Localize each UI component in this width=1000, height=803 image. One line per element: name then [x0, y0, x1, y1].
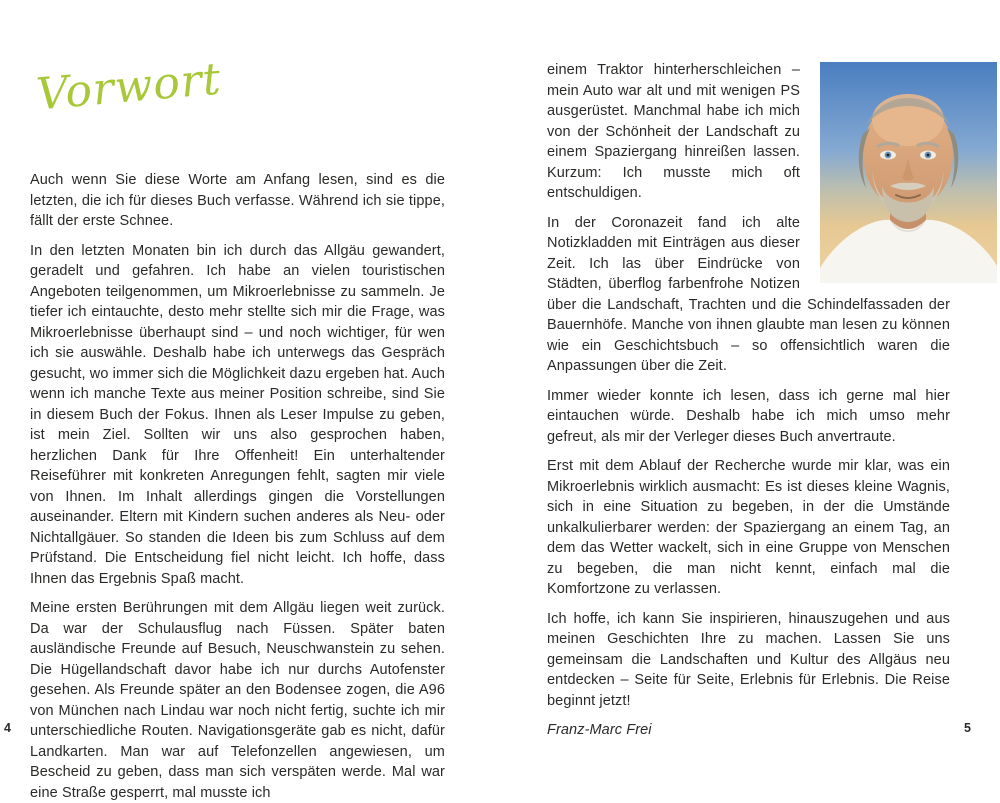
paragraph: In den letzten Monaten bin ich durch das Allgäu gewandert, geradelt und gefahren. Ich habe an vielen touristischen Angeboten teilgenommen, um Mikroerlebnisse zu sammeln. Je tiefer ich eintauchte, desto mehr stellte sich mir die Frage, was Mikroerlebnisse überhaupt sind – und noch wichtiger, für wen ich sie auswähle. Deshalb habe ich unterwegs das Gespräch gesucht, wo immer sich die Möglichkeit dazu ergeben hat. Auch wenn ich manche Texte aus meiner Position schreibe, sind Sie in diesem Buch der Fokus. Ihnen als Leser Impulse zu geben, ist mein Ziel. Sollten wir uns also gesprochen haben, herzlichen Dank für Ihre Offenheit! Ein unterhaltender Reiseführer mit konkreten Anregungen fehlt, sagten mir viele von Ihnen. Im Inhalt allerdings gingen die Vorstellungen auseinander. Eltern mit Kindern suchen anderes als Neu- oder Nichtallgäuer. So standen die Ideen bis zum Schluss auf dem Prüfstand. Die Entscheidung fiel nicht leicht. Ich hoffe, dass Ihnen das Ergebnis Spaß macht.: [30, 242, 445, 587]
right-page-body: [547, 60, 950, 741]
left-page: [30, 53, 445, 803]
paragraph: einem Traktor hinterherschleichen – mein Auto war alt und mit wenigen PS ausgerüstet. Manchmal habe ich mich von der Schönheit der Landschaft zu einem Spaziergang hinreißen lassen. Kurzum: Ich musste mich oft entschuldigen.: [547, 62, 800, 201]
chapter-title: Vorwort: [34, 53, 224, 121]
page-number-right: 5: [964, 721, 971, 735]
left-page-body: [30, 170, 445, 803]
page-number-left: 4: [4, 721, 11, 735]
paragraph: Auch wenn Sie diese Worte am Anfang lesen, sind es die letzten, die ich für dieses Buch verfasse. Während ich sie tippe, fällt der erste Schnee.: [30, 172, 445, 229]
author-portrait-photo: [820, 62, 997, 283]
author-signature: Franz-Marc Frei: [547, 722, 652, 738]
author-portrait-frame: [820, 60, 950, 286]
paragraph: Ich hoffe, ich kann Sie inspirieren, hinauszugehen und aus meinen Geschichten Ihre zu machen. Lassen Sie uns gemeinsam die Landschaften und Kultur des Allgäus neu entdecken – Seite für Seite, Erlebnis für Erlebnis. Die Reise beginnt jetzt!: [547, 610, 950, 709]
paragraph: Meine ersten Berührungen mit dem Allgäu liegen weit zurück. Da war der Schulausflug nach Füssen. Später baten ausländische Freunde auf Besuch, Neuschwanstein zu sehen. Die Hügellandschaft davor habe ich nur durchs Autofenster gesehen. Als Freunde später an den Bodensee zogen, die A96 von München nach Lindau war noch nicht fertig, suchte ich mir unterschiedliche Routen. Navigationsgeräte gab es nicht, dafür Landkarten. Man war auf Telefonzellen angewiesen, um Bescheid zu geben, dass man sich verspäten werde. Mal war eine Straße gesperrt, mal musste ich: [30, 600, 445, 801]
paragraph: Immer wieder konnte ich lesen, dass ich gerne mal hier eintauchen würde. Deshalb habe ich mich umso mehr gefreut, als mir der Verleger dieses Buch anvertraute.: [547, 387, 950, 445]
paragraph: In der Coronazeit fand ich alte Notizkladden mit Einträgen aus dieser Zeit. Ich las über Eindrücke von Städten, überflog farbenfrohe Notizen über die Landschaft, Trachten und die Schindelfassaden der Bauernhöfe. Manche von ihnen glaubte man lesen zu können wie ein Geschichtsbuch – so offensichtlich waren die Anpassungen über die Zeit.: [547, 214, 950, 374]
paragraph: Erst mit dem Ablauf der Recherche wurde mir klar, was ein Mikroerlebnis wirklich ausmacht: Es ist dieses kleine Wagnis, sich in eine Situation zu begeben, in der die Umstände unkalkulierbarer werden: der Spaziergang an einem Tag, an dem das Wetter wackelt, sich in eine Gruppe von Menschen zu begeben, die man nicht kennt, einfach mal die Komfortzone zu verlassen.: [547, 458, 950, 597]
right-page: [547, 60, 950, 741]
